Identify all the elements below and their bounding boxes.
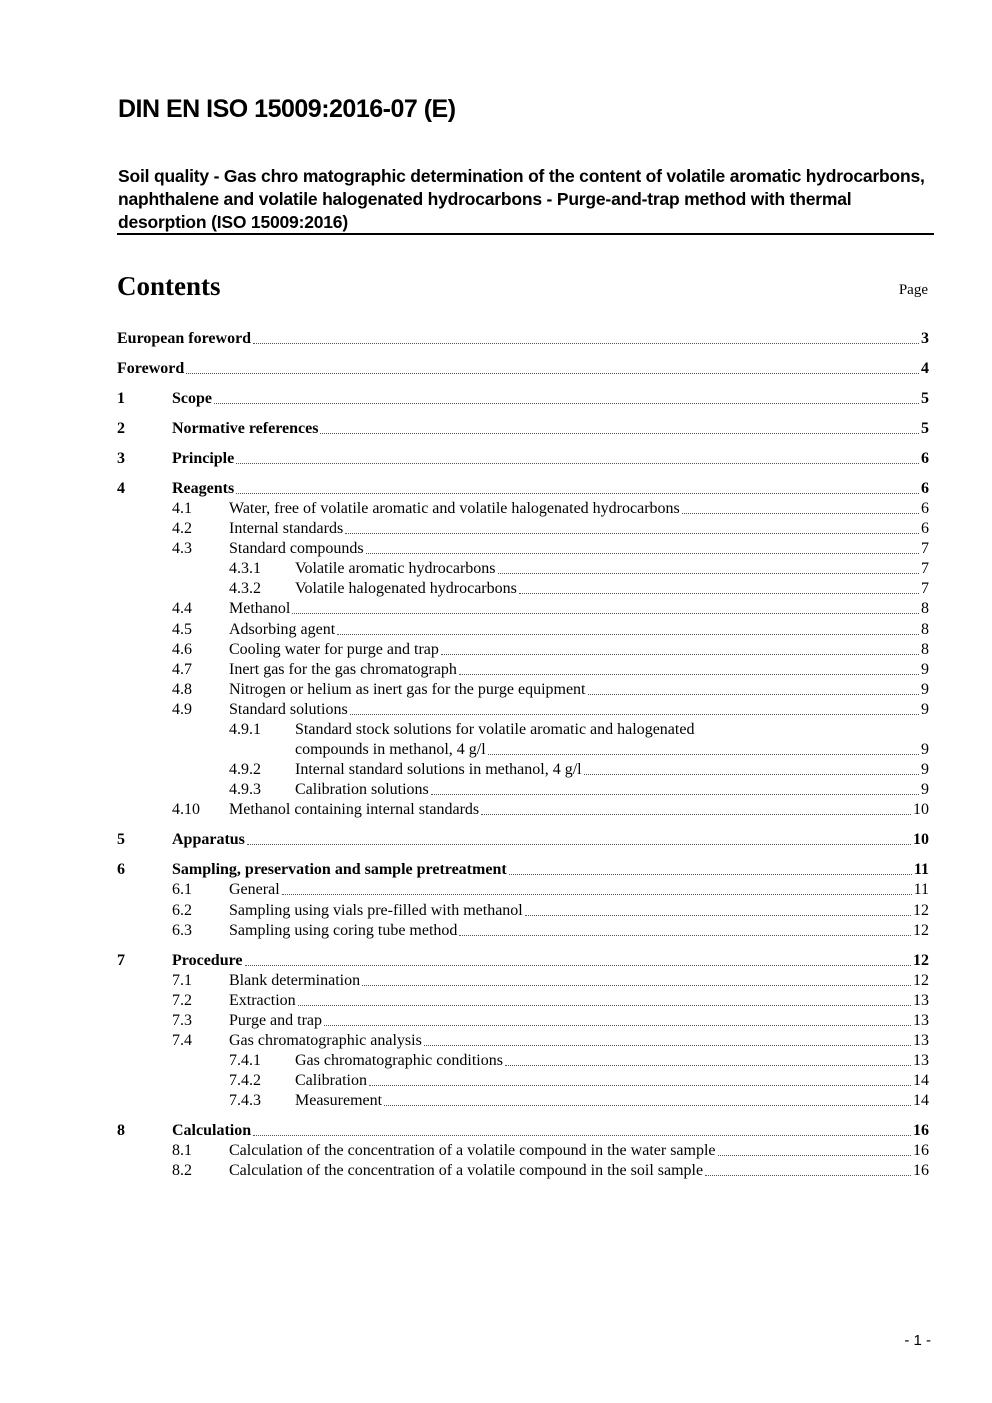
- toc-entry-title[interactable]: Cooling water for purge and trap: [229, 640, 439, 658]
- toc-entry-number: 4.7: [172, 660, 192, 678]
- toc-entry[interactable]: [117, 479, 929, 499]
- toc-entry[interactable]: [117, 359, 929, 379]
- dot-leader: [350, 700, 919, 715]
- toc-entry-title[interactable]: Water, free of volatile aromatic and volatile halogenated hydrocarbons: [229, 500, 680, 518]
- toc-entry[interactable]: [117, 971, 929, 991]
- toc-entry-number: 4: [117, 479, 125, 497]
- toc-entry-title[interactable]: European foreword: [117, 330, 252, 347]
- dot-leader: [324, 1011, 911, 1026]
- toc-entry[interactable]: [117, 1091, 929, 1111]
- toc-entry-title[interactable]: Sampling using coring tube method: [229, 921, 458, 939]
- toc-entry-title[interactable]: Gas chromatographic analysis: [229, 1032, 422, 1050]
- toc-entry-page: 12: [913, 971, 929, 989]
- toc-entry-number: 4.9.3: [229, 781, 261, 799]
- toc-entry-title[interactable]: Procedure: [172, 951, 243, 969]
- toc-entry-title[interactable]: compounds in methanol, 4 g/l: [295, 741, 486, 759]
- toc-entry-page: 13: [913, 991, 929, 1009]
- dot-leader: [186, 359, 919, 374]
- title-underline: [117, 233, 934, 235]
- toc-entry[interactable]: [117, 700, 929, 720]
- toc-entry-title[interactable]: Methanol: [229, 600, 291, 618]
- toc-entry-title[interactable]: Principle: [172, 449, 235, 467]
- toc-entry-page: 14: [913, 1072, 929, 1090]
- dot-leader: [584, 760, 919, 775]
- dot-leader: [498, 559, 919, 574]
- toc-entry-page: 8: [921, 640, 929, 658]
- toc-entry-number: 7.4.1: [229, 1052, 261, 1070]
- dot-leader: [588, 680, 920, 695]
- toc-entry-title[interactable]: Reagents: [172, 479, 235, 497]
- toc-entry-number: 4.9: [172, 700, 192, 718]
- toc-entry[interactable]: [117, 419, 929, 439]
- toc-entry-title[interactable]: Internal standards: [229, 520, 344, 538]
- toc-entry-number: 3: [117, 449, 125, 467]
- toc-entry-number: 8: [117, 1122, 125, 1140]
- page-column-label: Page: [898, 282, 928, 298]
- toc-entry-title[interactable]: Gas chromatographic conditions: [295, 1052, 503, 1070]
- dot-leader: [718, 1141, 911, 1156]
- toc-entry[interactable]: [117, 1011, 929, 1031]
- dot-leader: [366, 539, 919, 554]
- dot-leader: [345, 519, 919, 534]
- toc-entry-number: 4.1: [172, 500, 192, 518]
- dot-leader: [245, 951, 912, 966]
- toc-entry-title[interactable]: Volatile halogenated hydrocarbons: [295, 580, 517, 598]
- toc-entry-number: 7.2: [172, 991, 192, 1009]
- toc-entry-page: 11: [913, 861, 929, 879]
- toc-entry-page: 12: [913, 921, 929, 939]
- toc-entry-page: 13: [913, 1052, 929, 1070]
- toc-entry-page: 8: [921, 600, 929, 618]
- toc-entry-number: 4.8: [172, 680, 192, 698]
- dot-leader: [282, 880, 912, 895]
- toc-entry[interactable]: [117, 1031, 929, 1051]
- dot-leader: [247, 830, 911, 845]
- toc-entry[interactable]: [117, 951, 929, 971]
- toc-entry[interactable]: [117, 720, 929, 740]
- toc-entry-number: 4.9.2: [229, 761, 261, 779]
- toc-entry[interactable]: [117, 499, 929, 519]
- toc-entry[interactable]: [117, 1141, 929, 1161]
- toc-entry-number: 4.6: [172, 640, 192, 658]
- table-of-contents: [117, 319, 929, 1182]
- dot-leader: [424, 1031, 911, 1046]
- dot-leader: [236, 449, 919, 464]
- toc-entry-page: 5: [921, 389, 929, 407]
- toc-entry-page: 9: [921, 700, 929, 718]
- toc-entry-number: 4.2: [172, 520, 192, 538]
- toc-entry-title[interactable]: Volatile aromatic hydrocarbons: [295, 560, 496, 578]
- toc-entry[interactable]: [117, 599, 929, 619]
- toc-entry-number: 7.4.2: [229, 1072, 261, 1090]
- toc-entry[interactable]: [117, 780, 929, 800]
- toc-entry-title[interactable]: Purge and trap: [229, 1011, 323, 1029]
- toc-entry-page: 16: [913, 1122, 929, 1140]
- toc-entry[interactable]: [117, 901, 929, 921]
- toc-entry-title[interactable]: Extraction: [229, 991, 296, 1009]
- dot-leader: [369, 1071, 911, 1086]
- toc-entry[interactable]: [117, 860, 929, 880]
- toc-entry-title[interactable]: Sampling, preservation and sample pretreatment: [172, 861, 507, 879]
- toc-entry-title[interactable]: Nitrogen or helium as inert gas for the purge equipment: [229, 680, 586, 698]
- toc-entry-number: 4.4: [172, 600, 192, 618]
- toc-entry[interactable]: [117, 329, 929, 349]
- toc-entry[interactable]: [117, 539, 929, 559]
- toc-entry-title[interactable]: Methanol containing internal standards: [229, 801, 480, 819]
- toc-entry[interactable]: [117, 559, 929, 579]
- toc-entry-page: 8: [921, 620, 929, 638]
- toc-entry-page: 6: [921, 520, 929, 538]
- toc-entry[interactable]: [117, 389, 929, 409]
- dot-leader: [298, 991, 911, 1006]
- dot-leader: [519, 579, 919, 594]
- toc-entry[interactable]: [117, 640, 929, 660]
- dot-leader: [214, 389, 919, 404]
- toc-entry-page: 4: [921, 359, 929, 377]
- toc-entry[interactable]: [117, 1121, 929, 1141]
- dot-leader: [682, 499, 919, 514]
- toc-entry-page: 11: [913, 881, 929, 899]
- toc-entry-number: 6.3: [172, 921, 192, 939]
- toc-entry-number: 6.2: [172, 901, 192, 919]
- toc-entry[interactable]: [117, 740, 929, 760]
- toc-entry[interactable]: [117, 760, 929, 780]
- toc-entry-title[interactable]: Calculation: [172, 1122, 252, 1140]
- toc-entry[interactable]: [117, 620, 929, 640]
- toc-entry[interactable]: [117, 1071, 929, 1091]
- toc-entry-title[interactable]: Sampling using vials pre-filled with methanol: [229, 901, 523, 919]
- dot-leader: [505, 1051, 911, 1066]
- toc-entry-page: 14: [913, 1092, 929, 1110]
- toc-entry[interactable]: [117, 1051, 929, 1071]
- toc-entry-page: 16: [913, 1142, 929, 1160]
- toc-entry-title[interactable]: Measurement: [295, 1092, 383, 1110]
- toc-entry-page: 9: [921, 741, 929, 759]
- toc-entry-page: 9: [921, 761, 929, 779]
- toc-entry-number: 7.4.3: [229, 1092, 261, 1110]
- toc-entry-title[interactable]: Foreword: [117, 359, 185, 377]
- dot-leader: [441, 640, 919, 655]
- toc-entry-title[interactable]: Normative references: [172, 419, 319, 437]
- toc-entry-title[interactable]: Adsorbing agent: [229, 620, 336, 638]
- dot-leader: [384, 1091, 911, 1106]
- toc-entry-page: 6: [921, 449, 929, 467]
- toc-entry-number: 7.1: [172, 971, 192, 989]
- toc-entry[interactable]: [117, 880, 929, 900]
- toc-entry[interactable]: [117, 1161, 929, 1181]
- toc-entry-page: 12: [913, 901, 929, 919]
- toc-entry[interactable]: [117, 519, 929, 539]
- toc-entry-title[interactable]: Standard solutions: [229, 700, 348, 718]
- toc-entry[interactable]: [117, 830, 929, 850]
- toc-entry-number: 7.4: [172, 1032, 192, 1050]
- page-number: - 1 -: [904, 1332, 931, 1349]
- toc-entry-page: 7: [921, 580, 929, 598]
- toc-entry-page: 12: [913, 951, 929, 969]
- toc-entry-number: 7.3: [172, 1011, 192, 1029]
- toc-entry-page: 10: [913, 831, 929, 849]
- toc-entry-page: 9: [921, 781, 929, 799]
- toc-entry-page: 9: [921, 680, 929, 698]
- toc-entry-title[interactable]: Internal standard solutions in methanol, 4 g/l: [295, 761, 582, 779]
- toc-entry-title[interactable]: General: [229, 881, 280, 899]
- toc-entry-number: 6.1: [172, 881, 192, 899]
- dot-leader: [705, 1161, 911, 1176]
- dot-leader: [488, 740, 919, 755]
- toc-entry-number: 6: [117, 861, 125, 879]
- toc-entry-title[interactable]: Standard stock solutions for volatile aromatic and halogenated: [295, 721, 695, 739]
- toc-entry-page: 6: [921, 479, 929, 497]
- toc-entry-title[interactable]: Calibration: [295, 1072, 367, 1090]
- toc-entry-number: 8.2: [172, 1162, 192, 1180]
- toc-entry-number: 2: [117, 419, 125, 437]
- document-id: DIN EN ISO 15009:2016-07 (E): [118, 95, 456, 123]
- dot-leader: [431, 780, 919, 795]
- toc-entry-title[interactable]: Standard compounds: [229, 540, 364, 558]
- toc-entry-page: 13: [913, 1011, 929, 1029]
- toc-entry-number: 4.5: [172, 620, 192, 638]
- toc-entry-page: 10: [913, 801, 929, 819]
- toc-entry[interactable]: [117, 579, 929, 599]
- toc-entry-title[interactable]: Scope: [172, 389, 212, 407]
- toc-entry-page: 7: [921, 540, 929, 558]
- dot-leader: [337, 620, 919, 635]
- dot-leader: [459, 921, 911, 936]
- toc-entry[interactable]: [117, 800, 929, 820]
- dot-leader: [292, 599, 919, 614]
- dot-leader: [525, 901, 911, 916]
- dot-leader: [459, 660, 919, 675]
- toc-entry-title[interactable]: Calibration solutions: [295, 781, 429, 799]
- dot-leader: [320, 419, 919, 434]
- dot-leader: [362, 971, 911, 986]
- dot-leader: [253, 1121, 911, 1136]
- toc-entry-page: 6: [921, 500, 929, 518]
- toc-entry[interactable]: [117, 449, 929, 469]
- contents-heading: Contents: [117, 271, 221, 301]
- dot-leader: [253, 329, 919, 344]
- toc-entry-number: 4.3.2: [229, 580, 261, 598]
- toc-entry-number: 4.10: [172, 801, 200, 819]
- toc-entry[interactable]: [117, 921, 929, 941]
- toc-entry-page: 7: [921, 560, 929, 578]
- toc-entry-page: 9: [921, 660, 929, 678]
- toc-entry-title[interactable]: Calculation of the concentration of a volatile compound in the soil sample: [229, 1162, 704, 1180]
- dot-leader: [236, 479, 919, 494]
- toc-entry[interactable]: [117, 680, 929, 700]
- toc-entry-number: 8.1: [172, 1142, 192, 1160]
- toc-entry-number: 4.3.1: [229, 560, 261, 578]
- toc-entry-title[interactable]: Apparatus: [172, 831, 245, 849]
- document-title: Soil quality - Gas chro matographic determination of the content of volatile aromatic hydrocarbons, naphthalene and volatile halogenated hydrocarbons - Purge-and-trap method with thermal desorption (ISO 15009:2016): [118, 166, 925, 232]
- toc-entry-title[interactable]: Blank determination: [229, 971, 361, 989]
- dot-leader: [509, 860, 912, 875]
- toc-entry-page: 3: [921, 330, 929, 347]
- toc-entry-title[interactable]: Calculation of the concentration of a volatile compound in the water sample: [229, 1142, 716, 1160]
- toc-entry-number: 5: [117, 831, 125, 849]
- toc-entry-page: 5: [921, 419, 929, 437]
- toc-entry[interactable]: [117, 660, 929, 680]
- toc-entry-number: 7: [117, 951, 125, 969]
- toc-entry-page: 16: [913, 1162, 929, 1180]
- toc-entry-number: 4.9.1: [229, 721, 261, 739]
- toc-entry[interactable]: [117, 991, 929, 1011]
- toc-entry-number: 4.3: [172, 540, 192, 558]
- toc-entry-title[interactable]: Inert gas for the gas chromatograph: [229, 660, 457, 678]
- toc-entry-number: 1: [117, 389, 125, 407]
- toc-entry-page: 13: [913, 1032, 929, 1050]
- dot-leader: [481, 800, 911, 815]
